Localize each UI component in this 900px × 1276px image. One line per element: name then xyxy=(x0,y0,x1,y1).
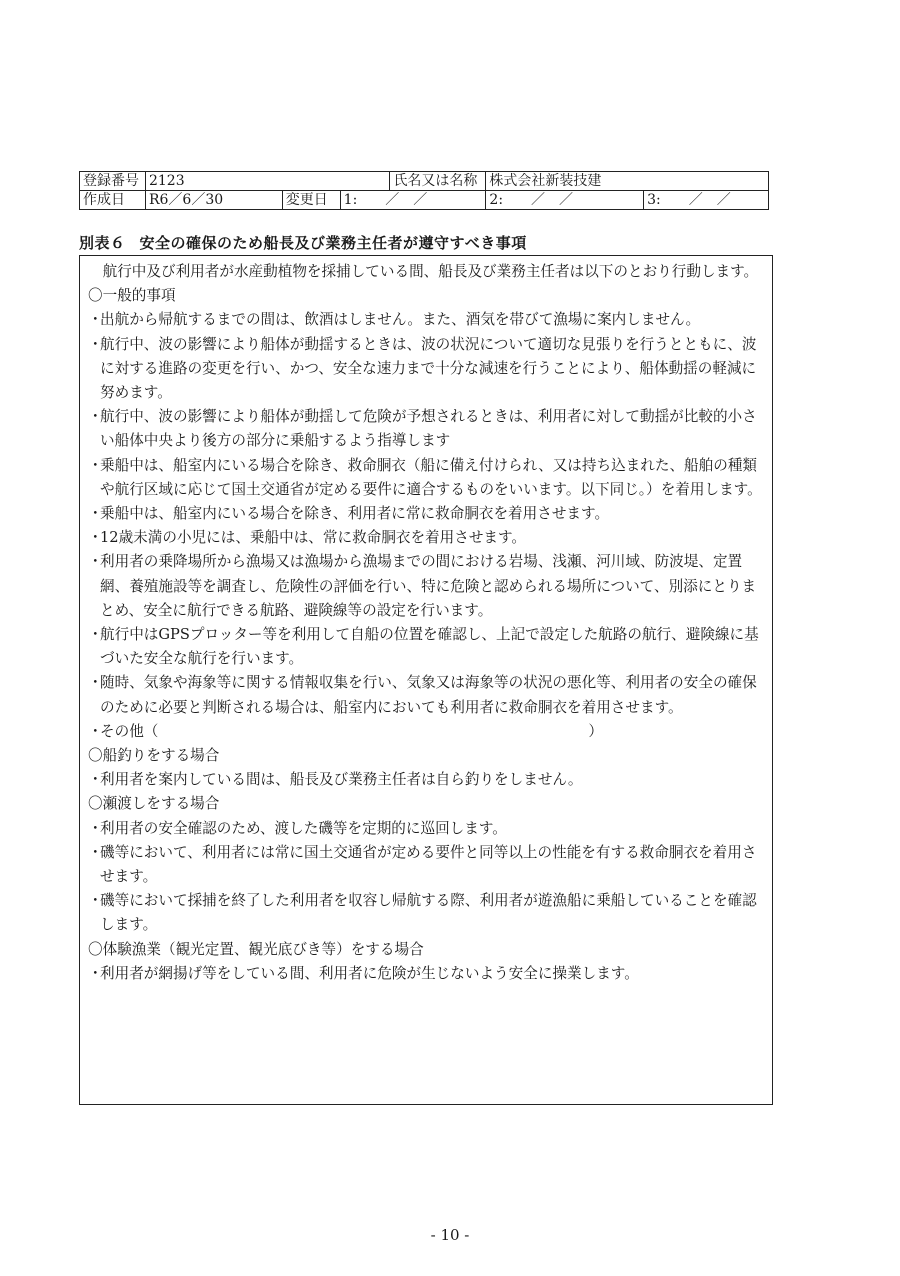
bullet-mark: ・ xyxy=(88,843,103,861)
section-title-text: 安全の確保のため船長及び業務主任者が遵守すべき事項 xyxy=(139,234,527,252)
list-item xyxy=(88,841,764,889)
section-title xyxy=(79,232,527,253)
bullet-mark: ・ xyxy=(88,771,103,789)
bullet-mark: ・ xyxy=(88,529,103,547)
list-item xyxy=(88,308,764,332)
created-date-value: R6／6／30 xyxy=(145,191,282,210)
registration-info-table xyxy=(79,171,769,210)
bullet-mark: ・ xyxy=(88,819,103,837)
bullet-mark: ・ xyxy=(88,335,103,353)
change-date-2: 2: ／ ／ xyxy=(486,191,644,210)
list-item-text: 乗船中は、船室内にいる場合を除き、利用者に常に救命胴衣を着用させます。 xyxy=(100,505,610,523)
list-item-text: 利用者を案内している間は、船長及び業務主任者は自ら釣りをしません。 xyxy=(100,771,583,789)
registration-number-value: 2123 xyxy=(145,172,389,191)
page-number: - 10 - xyxy=(430,1226,470,1244)
list-item-text: 利用者の安全確認のため、渡した磯等を定期的に巡回します。 xyxy=(100,819,507,837)
info-row-registration xyxy=(80,172,769,191)
created-date-label: 作成日 xyxy=(80,191,146,210)
other-item xyxy=(88,720,764,744)
bullet-mark: ・ xyxy=(88,674,103,692)
change-date-3: 3: ／ ／ xyxy=(644,191,769,210)
info-row-dates xyxy=(80,191,769,210)
bullet-mark: ・ xyxy=(88,553,103,571)
other-open: その他（ xyxy=(100,722,159,740)
list-item xyxy=(88,962,764,986)
list-item xyxy=(88,405,764,453)
experience-list xyxy=(88,962,764,986)
general-list xyxy=(88,308,764,719)
list-item-text: 航行中、波の影響により船体が動揺して危険が予想されるときは、利用者に対して動揺が比較的小さい船体中央より後方の部分に乗船するよう指導します xyxy=(100,408,757,450)
list-item xyxy=(88,817,764,841)
bullet-mark: ・ xyxy=(88,408,103,426)
list-item-text: 磯等において、利用者には常に国土交通省が定める要件と同等以上の性能を有する救命胴衣を着用させます。 xyxy=(100,843,757,886)
list-item-text: 出航から帰航するまでの間は、飲酒はしません。また、酒気を帯びて漁場に案内しません。 xyxy=(100,311,701,329)
name-label: 氏名又は名称 xyxy=(390,172,486,191)
bullet-mark: ・ xyxy=(88,892,103,910)
list-item-text: 利用者の乗降場所から漁場又は漁場から漁場までの間における岩場、浅瀬、河川域、防波堤、定置網、養殖施設等を調査し、危険性の評価を行い、特に危険と認められる場所について、別添にとりまとめ、安全に航行できる航路、避険線等の設定を行います。 xyxy=(100,553,757,619)
bullet-mark: ・ xyxy=(88,964,103,982)
fishing-list xyxy=(88,768,764,792)
section-prefix: 別表６ xyxy=(79,234,126,252)
intro-text: 航行中及び利用者が水産動植物を採捕している間、船長及び業務主任者は以下のとおり行動します。 xyxy=(102,263,759,280)
list-item xyxy=(88,526,764,550)
experience-heading: 〇体験漁業（観光定置、観光底びき等）をする場合 xyxy=(88,940,424,958)
list-item-text: 航行中はGPSプロッター等を利用して自船の位置を確認し、上記で設定した航路の航行、避険線に基づいた安全な航行を行います。 xyxy=(100,626,759,668)
list-item-text: 利用者が網揚げ等をしている間、利用者に危険が生じないよう安全に操業します。 xyxy=(100,964,639,982)
list-item xyxy=(88,623,764,671)
list-item xyxy=(88,333,764,406)
list-item xyxy=(88,502,764,526)
list-item xyxy=(88,454,764,502)
list-item-text: 乗船中は、船室内にいる場合を除き、救命胴衣（船に備え付けられ、又は持ち込まれた、船舶の種類や航行区域に応じて国土交通省が定める要件に適合するものをいいます。以下同じ。）を着用します。 xyxy=(100,456,762,498)
list-item-text: 随時、気象や海象等に関する情報収集を行い、気象又は海象等の状況の悪化等、利用者の安全の確保のために必要と判断される場合は、船室内においても利用者に救命胴衣を着用させます。 xyxy=(100,674,757,716)
bullet-mark: ・ xyxy=(88,722,103,740)
list-item-text: 12歳未満の小児には、乗船中は、常に救命胴衣を着用させます。 xyxy=(100,529,527,547)
list-item xyxy=(88,550,764,623)
name-value: 株式会社新装技建 xyxy=(486,172,769,191)
fishing-heading: 〇船釣りをする場合 xyxy=(88,747,220,765)
list-item-text: 航行中、波の影響により船体が動揺するときは、波の状況について適切な見張りを行うとともに、波に対する進路の変更を行い、かつ、安全な速力まで十分な減速を行うことにより、船体動揺の軽減に努めます。 xyxy=(100,335,757,402)
list-item xyxy=(88,768,764,792)
changed-date-label: 変更日 xyxy=(282,191,340,210)
rules-box xyxy=(79,255,773,1105)
ferry-heading: 〇瀬渡しをする場合 xyxy=(88,795,220,813)
bullet-mark: ・ xyxy=(88,311,103,329)
list-item xyxy=(88,889,764,937)
registration-number-label: 登録番号 xyxy=(80,172,146,191)
bullet-mark: ・ xyxy=(88,505,103,523)
bullet-mark: ・ xyxy=(88,456,103,474)
bullet-mark: ・ xyxy=(88,626,103,644)
other-close: ） xyxy=(588,722,603,740)
general-heading: 〇一般的事項 xyxy=(88,287,176,305)
change-date-1: 1: ／ ／ xyxy=(340,191,486,210)
list-item xyxy=(88,671,764,719)
ferry-list xyxy=(88,817,764,938)
list-item-text: 磯等において採捕を終了した利用者を収容し帰航する際、利用者が遊漁船に乗船していることを確認します。 xyxy=(100,892,757,934)
